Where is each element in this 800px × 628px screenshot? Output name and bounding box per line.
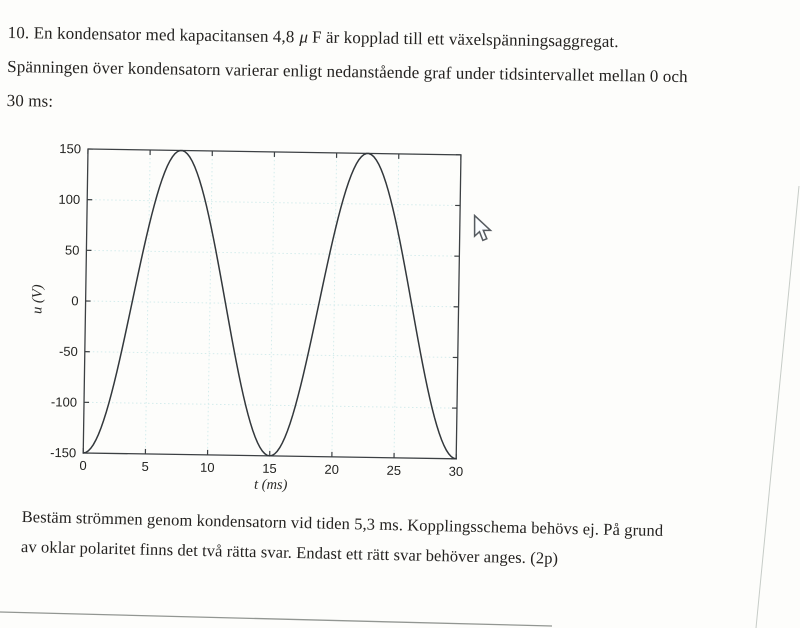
x-tick-label: 25 (386, 462, 402, 478)
paper-edge-right (756, 186, 799, 628)
y-tick-label: -100 (50, 394, 78, 410)
mouse-cursor (473, 214, 493, 243)
x-tick-label: 30 (448, 463, 464, 479)
y-tick-label: 50 (64, 242, 80, 258)
x-axis-label: t (ms) (253, 476, 288, 494)
x-tick-label: 10 (199, 459, 215, 476)
pointer-arrow (475, 216, 491, 241)
y-tick-label: 0 (71, 293, 79, 309)
question-line-2: av oklar polaritet finns det två rätta svar. Endast ett rätt svar behöver anges. (2p) (20, 536, 559, 568)
question-text (21, 502, 664, 576)
problem-statement (6, 16, 688, 128)
statement-line-2: Spänningen över kondensatorn varierar enligt nedanstående graf under tidsintervallet mellan 0 och (7, 56, 688, 87)
x-tick-label: 0 (79, 457, 87, 474)
x-tick-label: 15 (262, 460, 277, 477)
y-axis-label: u (V) (29, 284, 46, 315)
statement-suffix: F är kopplad till ett växelspänningsaggregat. (311, 27, 619, 52)
y-tick-label: -50 (58, 343, 78, 360)
voltage-time-graph (0, 129, 510, 509)
question-line-1: Bestäm strömmen genom kondensatorn vid tiden 5,3 ms. Kopplingsschema behövs ej. På grund (21, 506, 664, 540)
statement-prefix: 10. En kondensator med kapacitansen 4,8 (7, 22, 295, 47)
y-tick-label: 150 (59, 141, 82, 157)
plot-border (83, 149, 461, 459)
statement-line-3: 30 ms: (6, 90, 54, 111)
x-tick-label: 5 (141, 458, 149, 474)
paper-edge-bottom (0, 612, 552, 626)
y-tick-label: 100 (58, 191, 81, 208)
mu-symbol: μ (299, 27, 309, 47)
y-tick-label: -150 (50, 444, 77, 461)
x-tick-label: 20 (324, 461, 340, 477)
